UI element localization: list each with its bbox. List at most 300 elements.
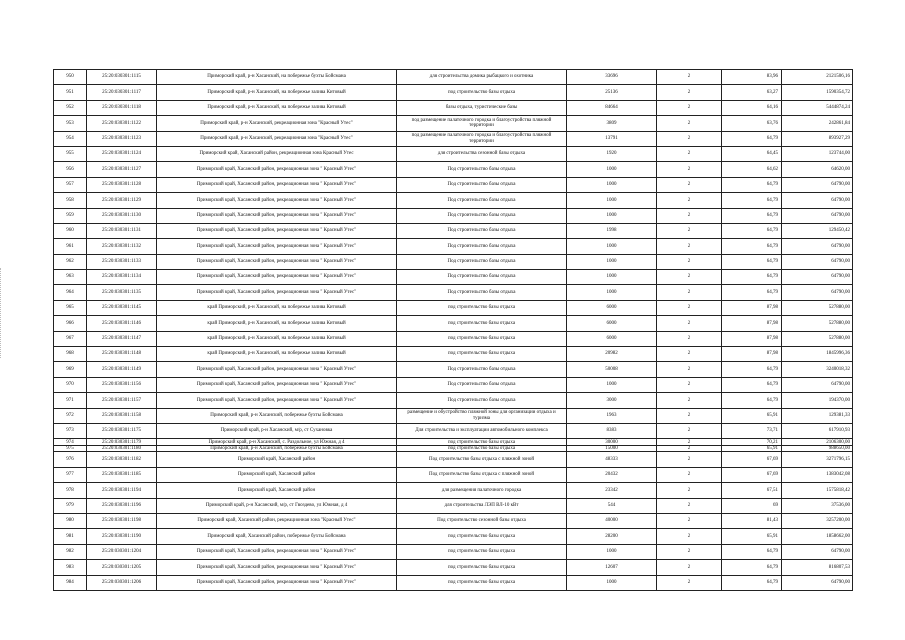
cell-area: 25136 (567, 85, 657, 100)
table-row (54, 131, 853, 146)
cell-dim: 2 (657, 85, 722, 100)
cell-num: 954 (54, 131, 87, 146)
cell-cost: 242861,84 (782, 116, 853, 131)
cell-dim: 2 (657, 362, 722, 377)
table-row (54, 377, 853, 392)
cell-rate: 64,79 (722, 560, 782, 575)
cell-dim: 2 (657, 300, 722, 315)
table-row (54, 270, 853, 285)
cell-area: 50008 (567, 362, 657, 377)
cell-cad: 25:20:030301:1196 (87, 498, 157, 513)
cell-dim: 2 (657, 254, 722, 269)
cell-dim: 2 (657, 483, 722, 498)
cell-purp: под размещение палаточного городка и благоустройства пляжной территории (397, 131, 567, 146)
cell-cost: 1845996,36 (782, 347, 853, 362)
cell-cad: 25:20:030301:1182 (87, 452, 157, 467)
cell-cost: 3271796,15 (782, 452, 853, 467)
cell-rate: 87,98 (722, 316, 782, 331)
cell-rate: 64,16 (722, 100, 782, 115)
cell-cad: 25:20:030301:1132 (87, 239, 157, 254)
cell-cad: 25:20:030301:1204 (87, 544, 157, 559)
cell-area: 8383 (567, 423, 657, 438)
cell-rate: 69 (722, 498, 782, 513)
cell-cost: 64790,00 (782, 193, 853, 208)
cell-purp: для строительства сезонной базы отдыха (397, 146, 567, 161)
cell-addr: Приморский край, Хасанский район, рекреационная зона " Красный Утес" (157, 362, 397, 377)
cell-cost: 194370,00 (782, 393, 853, 408)
cell-cad: 25:20:030301:1190 (87, 529, 157, 544)
cell-cost: 64790,00 (782, 544, 853, 559)
cell-rate: 87,98 (722, 347, 782, 362)
cell-cost: 64790,00 (782, 208, 853, 223)
cell-area: 1000 (567, 239, 657, 254)
cell-dim: 2 (657, 347, 722, 362)
cell-addr: Приморский край, Хасанский район, рекреационная зона " Красный Утес" (157, 239, 397, 254)
cell-addr: Приморский край, Хасанский район, рекреационная зона " Красный Утес" (157, 377, 397, 392)
cell-num: 980 (54, 513, 87, 528)
table-row (54, 316, 853, 331)
cell-purp: Под строительство базы отдыха с пляжной зоной (397, 467, 567, 482)
cell-addr: Приморский край, р-н Хасанский, рекреационная зона "Красный Утес" (157, 131, 397, 146)
cell-dim: 2 (657, 223, 722, 238)
cell-purp: Под строительство базы отдыха с пляжной зоной (397, 452, 567, 467)
cell-dim: 2 (657, 208, 722, 223)
cell-addr: Приморский край, Хасанский район, побережье бухты Бойсмана (157, 529, 397, 544)
cell-addr: край Приморский, р-н Хасанский, на побережье залива Китовый (157, 316, 397, 331)
cell-num: 983 (54, 560, 87, 575)
cell-cost: 5444874,24 (782, 100, 853, 115)
cell-dim: 2 (657, 575, 722, 590)
cell-addr: Приморский край, Хасанский район (157, 452, 397, 467)
cell-dim: 2 (657, 270, 722, 285)
cell-cost: 37536,00 (782, 498, 853, 513)
cell-rate: 64,79 (722, 575, 782, 590)
cell-area: 1000 (567, 193, 657, 208)
cell-num: 976 (54, 452, 87, 467)
cell-cost: 1383042,08 (782, 467, 853, 482)
cell-cad: 25:20:030301:1128 (87, 177, 157, 192)
cell-area: 544 (567, 498, 657, 513)
table-row (54, 70, 853, 85)
table-row (54, 100, 853, 115)
cell-rate: 81,43 (722, 513, 782, 528)
cell-cost: 64790,00 (782, 254, 853, 269)
table-row (54, 300, 853, 315)
cell-rate: 64,79 (722, 362, 782, 377)
cell-area: 1000 (567, 162, 657, 177)
cell-cad: 25:20:030301:1198 (87, 513, 157, 528)
cell-area: 1920 (567, 146, 657, 161)
cell-addr: Приморский край, Хасанский район, рекреационная зона " Красный Утес" (157, 393, 397, 408)
cell-purp: Под строительство базы отдыха (397, 208, 567, 223)
cell-dim: 2 (657, 529, 722, 544)
cell-cost: 2121506,16 (782, 70, 853, 85)
cell-num: 964 (54, 285, 87, 300)
cell-addr: Приморский край, Хасанский район, рекреационная зона "Красный Утес" (157, 513, 397, 528)
cell-purp: Под строительство базы отдыха (397, 377, 567, 392)
cell-dim: 2 (657, 408, 722, 423)
cell-rate: 65,91 (722, 408, 782, 423)
cell-purp: под строительство базы отдыха (397, 316, 567, 331)
cell-purp: Под строительство базы отдыха (397, 239, 567, 254)
cell-area: 15000 (567, 445, 657, 452)
cell-rate: 64,79 (722, 177, 782, 192)
cell-area: 1000 (567, 254, 657, 269)
cell-area: 1000 (567, 544, 657, 559)
cell-addr: Приморский край, Хасанский район, рекреационная зона " Красный Утес" (157, 285, 397, 300)
cell-purp: для размещения палаточного городка (397, 483, 567, 498)
cell-area: 28200 (567, 529, 657, 544)
cell-rate: 64,79 (722, 254, 782, 269)
cell-purp: под строительство базы отдыха (397, 445, 567, 452)
cell-rate: 64,62 (722, 162, 782, 177)
table-row (54, 575, 853, 590)
cell-cost: 988650,00 (782, 445, 853, 452)
table-row (54, 423, 853, 438)
cell-addr: Приморский край, Хасанский район (157, 483, 397, 498)
table-row (54, 116, 853, 131)
cell-purp: под строительство базы отдыха (397, 560, 567, 575)
cell-cad: 25:20:030301:1156 (87, 377, 157, 392)
cell-rate: 73,71 (722, 423, 782, 438)
cell-cad: 25:20:030301:1130 (87, 208, 157, 223)
table-row (54, 498, 853, 513)
cell-purp: Под строительство базы отдыха (397, 162, 567, 177)
cell-purp: под строительство базы отдыха (397, 331, 567, 346)
table-row (54, 223, 853, 238)
cell-cad: 25:20:030301:1131 (87, 223, 157, 238)
cell-cost: 816807,53 (782, 560, 853, 575)
cell-area: 20432 (567, 467, 657, 482)
table-row (54, 239, 853, 254)
cell-area: 1000 (567, 177, 657, 192)
cell-dim: 2 (657, 100, 722, 115)
cell-dim: 2 (657, 162, 722, 177)
cell-cost: 129450,42 (782, 223, 853, 238)
cell-area: 84664 (567, 100, 657, 115)
table-row (54, 177, 853, 192)
cell-purp: под строительство базы отдыха (397, 529, 567, 544)
cell-rate: 64,79 (722, 208, 782, 223)
cell-num: 950 (54, 70, 87, 85)
cell-num: 953 (54, 116, 87, 131)
cell-num: 968 (54, 347, 87, 362)
cell-area: 23342 (567, 483, 657, 498)
cell-dim: 2 (657, 331, 722, 346)
cell-cost: 527880,00 (782, 316, 853, 331)
cell-cost: 64790,00 (782, 377, 853, 392)
cell-cost: 3240018,32 (782, 362, 853, 377)
cell-cad: 25:20:030301:1206 (87, 575, 157, 590)
cell-addr: Приморский край, р-н Хасанский, м/р, ст Гвоздево, ул Южная, д 4 (157, 498, 397, 513)
cell-area: 33696 (567, 70, 657, 85)
cell-purp: для строительства ЛЭП ВЛ-10 кВт (397, 498, 567, 513)
cell-area: 3000 (567, 393, 657, 408)
cell-cost: 64790,00 (782, 285, 853, 300)
cell-addr: Приморский край, Хасанский район, рекреационная зона " Красный Утес" (157, 575, 397, 590)
cell-cad: 25:20:030301:1129 (87, 193, 157, 208)
cell-dim: 2 (657, 146, 722, 161)
cell-purp: Под строительство базы отдыха (397, 193, 567, 208)
cell-area: 1000 (567, 285, 657, 300)
cell-cad: 25:20:030301:1135 (87, 285, 157, 300)
cell-purp: Под строительство базы отдыха (397, 270, 567, 285)
cell-purp: Под строительство сезонной базы отдыха (397, 513, 567, 528)
cell-cad: 25:20:030301:1145 (87, 300, 157, 315)
cell-rate: 67,69 (722, 467, 782, 482)
cell-num: 957 (54, 177, 87, 192)
cell-addr: край Приморский, р-н Хасанский, на побережье залива Китовый (157, 300, 397, 315)
cell-cad: 25:20:030301:1194 (87, 483, 157, 498)
cell-num: 973 (54, 423, 87, 438)
cell-rate: 67,69 (722, 452, 782, 467)
cell-area: 6000 (567, 331, 657, 346)
cell-rate: 63,27 (722, 85, 782, 100)
cell-cost: 64790,00 (782, 270, 853, 285)
cell-purp: для строительства домика рыбацкого и охотника (397, 70, 567, 85)
cell-rate: 64,79 (722, 239, 782, 254)
cell-cad: 25:20:030301:1146 (87, 316, 157, 331)
cell-cad: 25:20:030301:1149 (87, 362, 157, 377)
cell-cad: 25:20:030301:1124 (87, 146, 157, 161)
cell-dim: 2 (657, 239, 722, 254)
cell-dim: 2 (657, 544, 722, 559)
cell-rate: 64,79 (722, 393, 782, 408)
table-row (54, 393, 853, 408)
cell-cad: 25:20:030301:1180 (87, 445, 157, 452)
cell-cost: 527880,00 (782, 300, 853, 315)
cell-addr: Приморский край, Хасанский район, рекреационная зона " Красный Утес" (157, 193, 397, 208)
cell-purp: под строительство базы отдыха (397, 544, 567, 559)
cell-cad: 25:20:030301:1185 (87, 467, 157, 482)
cell-addr: Приморский край, р-н Хасанский, на побережье залива Китовый (157, 85, 397, 100)
cell-cad: 25:20:030301:1127 (87, 162, 157, 177)
cell-area: 30000 (567, 439, 657, 446)
cell-purp: под строительство базы отдыха (397, 300, 567, 315)
cell-dim: 2 (657, 498, 722, 513)
cell-cad: 25:20:030301:1134 (87, 270, 157, 285)
cell-addr: Приморский край, р-н Хасанский, побережье бухты Бойсмана (157, 445, 397, 452)
cell-cad: 25:20:030301:1118 (87, 100, 157, 115)
cell-area: 1963 (567, 408, 657, 423)
cell-rate: 63,76 (722, 116, 782, 131)
table-row (54, 560, 853, 575)
cell-cad: 25:20:030301:1205 (87, 560, 157, 575)
cell-cad: 25:20:030301:1157 (87, 393, 157, 408)
cell-dim: 2 (657, 177, 722, 192)
cell-addr: Приморский край, р-н Хасанский, на побережье бухты Бойсмана (157, 70, 397, 85)
cell-cad: 25:20:030301:1123 (87, 131, 157, 146)
cell-cost: 2106300,00 (782, 439, 853, 446)
cell-addr: Приморский край, р-н Хасанский, с. Раздольное, ул Южная, д 4 (157, 439, 397, 446)
cell-rate: 64,79 (722, 193, 782, 208)
cell-addr: край Приморский, р-н Хасанский, на побережье залива Китовый (157, 347, 397, 362)
cell-cost: 3257200,00 (782, 513, 853, 528)
cell-dim: 2 (657, 513, 722, 528)
cell-rate: 87,98 (722, 300, 782, 315)
cell-cost: 893927,29 (782, 131, 853, 146)
cell-purp: под строительство базы отдыха (397, 347, 567, 362)
cell-cad: 25:20:030301:1122 (87, 116, 157, 131)
cell-cost: 64620,00 (782, 162, 853, 177)
cell-dim: 2 (657, 452, 722, 467)
cell-dim: 2 (657, 285, 722, 300)
table-row (54, 193, 853, 208)
cell-num: 981 (54, 529, 87, 544)
cell-purp: базы отдыха, туристические базы (397, 100, 567, 115)
table-body (54, 70, 853, 591)
cell-num: 969 (54, 362, 87, 377)
cell-addr: Приморский край, Хасанский район, рекреационная зона " Красный Утес" (157, 208, 397, 223)
table-row (54, 254, 853, 269)
cell-cost: 64790,00 (782, 575, 853, 590)
cell-num: 982 (54, 544, 87, 559)
cell-addr: Приморский край, р-н Хасанский, рекреационная зона "Красный Утес" (157, 116, 397, 131)
table-row (54, 544, 853, 559)
cell-dim: 2 (657, 131, 722, 146)
cell-rate: 64,79 (722, 377, 782, 392)
cell-rate: 83,96 (722, 70, 782, 85)
cell-cad: 25:20:030301:1175 (87, 423, 157, 438)
cell-num: 979 (54, 498, 87, 513)
cell-num: 975 (54, 445, 87, 452)
cell-cad: 25:20:030301:1148 (87, 347, 157, 362)
cell-num: 952 (54, 100, 87, 115)
cell-dim: 2 (657, 393, 722, 408)
table-row (54, 513, 853, 528)
cell-purp: Под строительство базы отдыха (397, 393, 567, 408)
cell-num: 967 (54, 331, 87, 346)
cell-purp: Под строительство базы отдыха (397, 177, 567, 192)
cell-num: 961 (54, 239, 87, 254)
cell-num: 955 (54, 146, 87, 161)
cell-area: 6000 (567, 300, 657, 315)
cell-addr: Приморский край, Хасанский район, рекреационная зона " Красный Утес" (157, 162, 397, 177)
cell-num: 963 (54, 270, 87, 285)
cell-num: 951 (54, 85, 87, 100)
cell-cost: 527880,00 (782, 331, 853, 346)
cell-dim: 2 (657, 377, 722, 392)
cell-area: 1998 (567, 223, 657, 238)
cell-rate: 64,45 (722, 146, 782, 161)
cell-cost: 64790,00 (782, 239, 853, 254)
cell-rate: 87,98 (722, 331, 782, 346)
table-row (54, 162, 853, 177)
table-row (54, 85, 853, 100)
cell-num: 971 (54, 393, 87, 408)
cell-rate: 64,79 (722, 544, 782, 559)
cell-cad: 25:20:030301:1179 (87, 439, 157, 446)
table-row (54, 331, 853, 346)
cell-num: 956 (54, 162, 87, 177)
cell-num: 962 (54, 254, 87, 269)
cell-dim: 2 (657, 70, 722, 85)
cell-rate: 65,91 (722, 445, 782, 452)
cell-rate: 64,79 (722, 131, 782, 146)
cell-num: 978 (54, 483, 87, 498)
cell-purp: под строительство базы отдыха (397, 439, 567, 446)
cell-dim: 2 (657, 116, 722, 131)
cell-addr: Приморский край, Хасанский район, рекреационная зона " Красный Утес" (157, 223, 397, 238)
cell-rate: 67,51 (722, 483, 782, 498)
cell-num: 958 (54, 193, 87, 208)
table-row (54, 452, 853, 467)
table-row (54, 347, 853, 362)
cell-area: 3809 (567, 116, 657, 131)
cell-purp: под строительство базы отдыха (397, 575, 567, 590)
cell-addr: Приморский край, Хасанский район (157, 467, 397, 482)
scan-margin-dots (0, 268, 4, 358)
cell-area: 1000 (567, 575, 657, 590)
cell-purp: Под строительство базы отдыха (397, 362, 567, 377)
table-row (54, 529, 853, 544)
cell-purp: под строительство базы отдыха (397, 85, 567, 100)
table-row (54, 285, 853, 300)
cell-addr: Приморский край, Хасанский район, рекреационная зона Красный Утес (157, 146, 397, 161)
cell-dim: 2 (657, 560, 722, 575)
land-plots-table (53, 69, 853, 591)
cell-addr: Приморский край, Хасанский район, рекреационная зона " Красный Утес" (157, 544, 397, 559)
cell-purp: Для строительства и эксплуатации автомобильного комплекса (397, 423, 567, 438)
cell-addr: Приморский край, Хасанский район, рекреационная зона " Красный Утес" (157, 177, 397, 192)
cell-cost: 1590354,72 (782, 85, 853, 100)
cell-cost: 123744,00 (782, 146, 853, 161)
cell-rate: 64,79 (722, 285, 782, 300)
cell-cad: 25:20:030301:1147 (87, 331, 157, 346)
cell-dim: 2 (657, 467, 722, 482)
cell-num: 977 (54, 467, 87, 482)
cell-purp: Под строительство базы отдыха (397, 285, 567, 300)
cell-area: 40000 (567, 513, 657, 528)
cell-cad: 25:20:030301:1117 (87, 85, 157, 100)
cell-num: 959 (54, 208, 87, 223)
cell-purp: под размещение палаточного городка и благоустройства пляжной территории (397, 116, 567, 131)
cell-addr: Приморский край, р-н Хасанский, на побережье залива Китовый (157, 100, 397, 115)
cell-area: 1000 (567, 208, 657, 223)
cell-num: 972 (54, 408, 87, 423)
cell-cost: 1575818,42 (782, 483, 853, 498)
cell-cad: 25:20:030301:1158 (87, 408, 157, 423)
cell-num: 970 (54, 377, 87, 392)
cell-num: 966 (54, 316, 87, 331)
cell-cad: 25:20:030301:1115 (87, 70, 157, 85)
cell-area: 1000 (567, 377, 657, 392)
cell-num: 960 (54, 223, 87, 238)
cell-dim: 2 (657, 445, 722, 452)
cell-area: 48333 (567, 452, 657, 467)
cell-dim: 2 (657, 316, 722, 331)
table-row (54, 362, 853, 377)
cell-addr: Приморский край, р-н Хасанский, м/р, ст Сухановка (157, 423, 397, 438)
table-row (54, 483, 853, 498)
cell-dim: 2 (657, 439, 722, 446)
cell-purp: Под строительство базы отдыха (397, 254, 567, 269)
cell-num: 984 (54, 575, 87, 590)
cell-rate: 65,91 (722, 529, 782, 544)
cell-addr: Приморский край, Хасанский район, рекреационная зона " Красный Утес" (157, 270, 397, 285)
table-row (54, 408, 853, 423)
cell-num: 974 (54, 439, 87, 446)
cell-addr: Приморский край, Хасанский район, рекреационная зона " Красный Утес" (157, 560, 397, 575)
cell-num: 965 (54, 300, 87, 315)
cell-cost: 129381,33 (782, 408, 853, 423)
cell-dim: 2 (657, 423, 722, 438)
cell-cost: 617910,93 (782, 423, 853, 438)
table-row (54, 146, 853, 161)
cell-addr: Приморский край, Хасанский район, рекреационная зона " Красный Утес" (157, 254, 397, 269)
cell-area: 20982 (567, 347, 657, 362)
cell-area: 12607 (567, 560, 657, 575)
